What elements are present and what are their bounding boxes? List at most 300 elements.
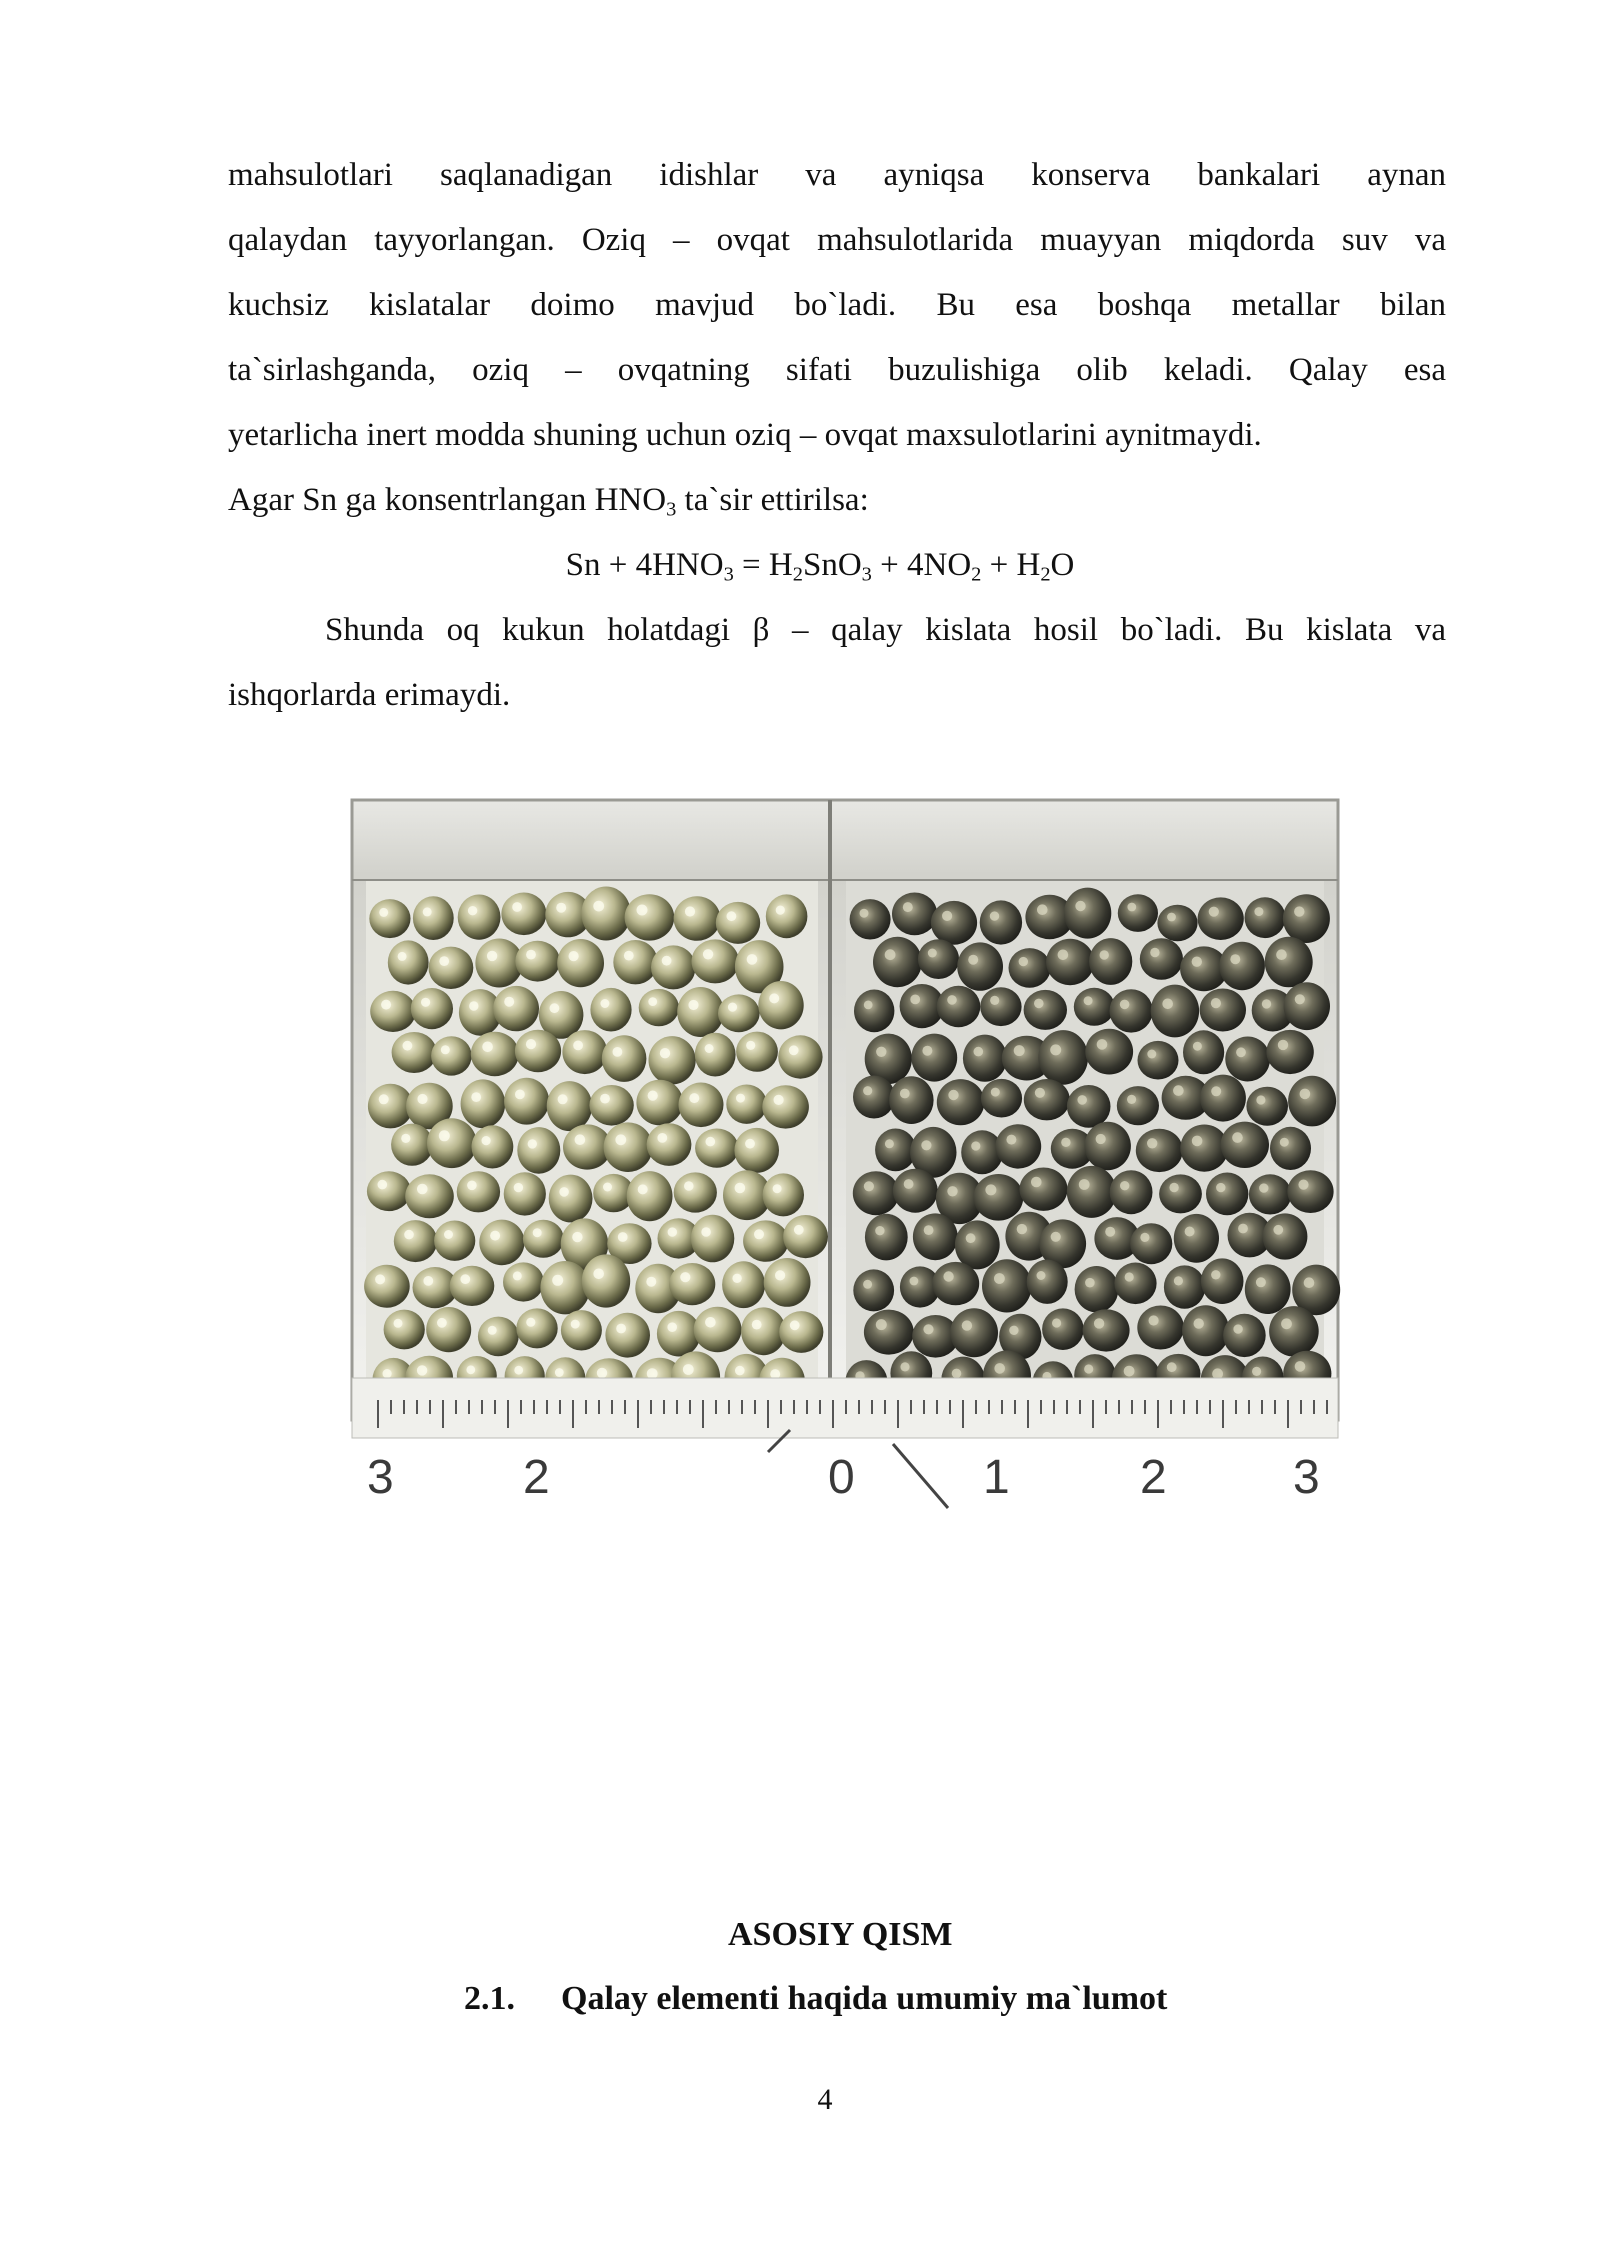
tin-granule [604, 1122, 653, 1172]
tin-granule [932, 1262, 979, 1305]
tin-granule [1075, 1266, 1119, 1312]
tin-granule [540, 1261, 590, 1314]
tin-granule [1042, 1308, 1084, 1350]
tin-granule [1024, 1079, 1070, 1120]
ruler-label: 0 [828, 1451, 855, 1504]
tin-granule [411, 988, 453, 1029]
paragraph-line: qalaydan tayyorlangan. Oziq – ovqat mahsulotlarida muayyan miqdorda suv va [228, 222, 1446, 258]
granule-highlight [1193, 1042, 1202, 1051]
granule-highlight [943, 1271, 953, 1281]
tin-granule [636, 1080, 683, 1126]
granule-highlight [401, 1134, 410, 1143]
tin-granule [955, 1220, 1000, 1269]
tin-granule [605, 1313, 650, 1358]
granule-highlight [776, 906, 785, 915]
granule-highlight [379, 908, 388, 917]
tin-granule [582, 1254, 630, 1307]
tin-granule [980, 987, 1021, 1026]
tin-granule [370, 991, 416, 1032]
tin-granule [1206, 1173, 1248, 1216]
granule-highlight [556, 903, 566, 913]
tin-granule [726, 1085, 767, 1124]
paragraph-line: Shunda oq kukun holatdagi β – qalay kislata hosil bo`ladi. Bu kislata va [325, 612, 1446, 648]
granule-highlight [1162, 999, 1173, 1010]
tin-granule [1183, 1030, 1224, 1074]
tin-granule [722, 1261, 765, 1308]
tin-granule [918, 939, 959, 979]
granule-highlight [966, 1233, 976, 1243]
granule-highlight [572, 1232, 582, 1242]
tin-granule [864, 1310, 914, 1355]
granule-highlight [1209, 907, 1219, 917]
tin-granule [695, 1129, 738, 1168]
tin-granule [911, 1034, 957, 1082]
granule-highlight [1127, 1095, 1136, 1104]
tin-granule [1265, 937, 1313, 988]
tin-granule [1219, 942, 1265, 990]
granule-highlight [613, 1047, 623, 1057]
granule-highlight [550, 1003, 560, 1013]
tin-granule [850, 899, 891, 939]
tin-granule [854, 990, 894, 1033]
granule-highlight [648, 1091, 658, 1101]
granule-highlight [667, 1322, 677, 1332]
granule-highlight [1037, 1271, 1046, 1280]
tin-granule [1085, 1122, 1131, 1170]
tin-granule [982, 1259, 1032, 1312]
tin-granule [1164, 1265, 1205, 1308]
granule-highlight [1211, 1086, 1221, 1096]
tin-granule [384, 1310, 425, 1350]
granule-highlight [394, 1319, 403, 1328]
granule-highlight [533, 1228, 542, 1237]
tin-granule [1085, 1029, 1133, 1075]
granule-highlight [600, 1094, 610, 1104]
tin-granule [1269, 1306, 1319, 1356]
tin-granule [974, 1174, 1024, 1221]
granule-highlight [616, 1324, 626, 1334]
granule-highlight [680, 1272, 690, 1282]
tin-granule [763, 1173, 804, 1216]
granule-highlight [968, 955, 978, 965]
tin-granule [504, 1172, 546, 1215]
granule-highlight [487, 951, 497, 961]
granule-highlight [985, 1184, 996, 1195]
granule-highlight [379, 1094, 389, 1104]
granule-highlight [1194, 1318, 1204, 1328]
tin-granule [1200, 989, 1246, 1032]
tin-granule [388, 940, 429, 984]
tin-granule [853, 1269, 894, 1311]
tin-granule [557, 939, 604, 987]
tin-granule [547, 1081, 592, 1131]
granule-highlight [1150, 948, 1159, 957]
granule-highlight [1120, 1000, 1130, 1010]
tin-granule [472, 1125, 514, 1168]
granule-highlight [683, 1364, 694, 1375]
tin-granule [889, 1076, 933, 1124]
granule-highlight [1061, 1138, 1070, 1147]
granule-highlight [971, 1141, 980, 1150]
granule-highlight [1276, 949, 1287, 960]
granule-highlight [383, 1369, 392, 1378]
tin-granule [1110, 989, 1153, 1032]
granule-highlight [439, 1130, 450, 1141]
granule-highlight [684, 1181, 694, 1191]
granule-highlight [900, 1089, 910, 1099]
granule-highlight [624, 951, 634, 961]
tin-granule [590, 988, 631, 1032]
tin-granule [1266, 1030, 1313, 1074]
tin-granule [649, 1036, 696, 1084]
granule-highlight [660, 1048, 670, 1058]
granule-highlight [417, 1184, 428, 1195]
granule-highlight [1147, 1138, 1157, 1148]
granule-highlight [1120, 1181, 1129, 1190]
granule-highlight [569, 951, 579, 961]
granule-highlight [746, 1041, 755, 1050]
tin-granule [504, 1078, 549, 1125]
tin-granule [1027, 1260, 1068, 1304]
tin-granule [950, 1308, 998, 1357]
tin-granule [589, 1085, 633, 1126]
granule-highlight [1281, 1318, 1292, 1329]
tin-granule [853, 1076, 895, 1119]
granule-highlight [467, 1181, 477, 1191]
granule-highlight [1052, 1318, 1061, 1327]
granule-highlight [942, 911, 952, 921]
granule-highlight [923, 1324, 933, 1334]
granule-highlight [1167, 1362, 1177, 1372]
granule-highlight [1147, 1050, 1156, 1059]
granule-highlight [928, 949, 937, 958]
granule-highlight [774, 1095, 784, 1105]
tin-granule [1067, 1166, 1117, 1218]
granule-highlight [790, 1320, 800, 1330]
tin-granule [734, 1128, 779, 1173]
tin-granule [718, 994, 760, 1032]
granule-highlight [466, 1365, 475, 1374]
granule-highlight [864, 1001, 873, 1010]
tin-granule [493, 986, 539, 1031]
tin-granule [691, 1215, 734, 1263]
granule-highlight [910, 1277, 919, 1286]
granule-highlight [647, 1368, 658, 1379]
tin-granule [392, 1032, 437, 1073]
tin-granule [1140, 938, 1183, 980]
granule-highlight [528, 1139, 537, 1148]
granule-highlight [421, 998, 430, 1007]
granule-highlight [1075, 901, 1085, 911]
tin-granule [766, 894, 808, 938]
granule-highlight [571, 1320, 580, 1329]
granule-highlight [1192, 957, 1202, 967]
tin-granule [434, 1221, 475, 1261]
granule-highlight [773, 1184, 782, 1193]
tin-granule [937, 986, 981, 1027]
tin-granule [893, 1169, 938, 1213]
granule-highlight [437, 1318, 447, 1328]
paragraph-line: kuchsiz kislatalar doimo mavjud bo`ladi. Bu esa boshqa metallar bilan [228, 287, 1446, 323]
tin-granule [367, 1171, 411, 1211]
tin-granule [873, 937, 922, 987]
granule-highlight [1185, 1227, 1195, 1237]
paragraph-line: ishqorlarda erimaydi. [228, 677, 511, 713]
granule-highlight [1216, 1183, 1225, 1192]
tin-granule [1200, 1075, 1246, 1122]
granule-highlight [732, 1274, 741, 1283]
tin-granule [677, 987, 724, 1037]
granule-highlight [1058, 950, 1069, 961]
granule-highlight [974, 1047, 984, 1057]
tin-granule [764, 1258, 811, 1307]
granule-highlight [1050, 1044, 1061, 1055]
granule-highlight [1294, 906, 1304, 916]
paragraph-beta-tin [228, 598, 1446, 728]
granule-highlight [1084, 996, 1093, 1005]
tin-granule [1110, 1170, 1153, 1214]
granule-highlight [404, 1230, 414, 1240]
tin-granule [1138, 1041, 1179, 1080]
tin-granule [957, 942, 1003, 990]
granule-highlight [1031, 1177, 1042, 1188]
granule-highlight [526, 950, 536, 960]
granule-highlight [701, 1227, 711, 1237]
granule-highlight [947, 1186, 957, 1196]
ruler-label: 1 [983, 1451, 1010, 1504]
granule-highlight [952, 1369, 962, 1379]
tin-granule [892, 893, 937, 936]
tin-granule [639, 989, 679, 1026]
granule-highlight [1295, 994, 1305, 1004]
tin-granule [1245, 897, 1286, 938]
granule-highlight [876, 1047, 886, 1057]
granule-highlight [482, 1042, 493, 1053]
granule-highlight [441, 1045, 450, 1054]
tin-granule [1198, 897, 1244, 940]
granule-highlight [994, 1363, 1005, 1374]
granule-highlight [705, 1044, 714, 1053]
tin-granule [995, 1124, 1041, 1168]
ruler-label: 2 [1140, 1451, 1167, 1504]
tin-granule [695, 1033, 736, 1077]
granule-highlight [990, 911, 999, 920]
granule-highlight [444, 1230, 453, 1239]
tin-granule [783, 1215, 828, 1258]
tin-granule [426, 1307, 471, 1352]
tin-granule [1249, 1174, 1291, 1214]
granule-highlight [526, 1039, 536, 1049]
tin-granule [758, 981, 803, 1029]
paragraph-line: yetarlicha inert modda shuning uchun oziq – ovqat maxsulotlarini aynitmaydi. [228, 417, 1262, 453]
granule-highlight [575, 1134, 586, 1145]
tin-granule [364, 1265, 410, 1308]
tin-granule [937, 1079, 985, 1125]
granule-highlight [910, 995, 920, 1005]
granule-highlight [417, 1365, 427, 1375]
granule-highlight [423, 1276, 433, 1286]
tin-granule [1159, 1174, 1202, 1213]
tin-granule [762, 1085, 809, 1128]
reaction-intro: Agar Sn ga konsentrlangan $HNO_3$ ta`sir ettirilsa: [228, 482, 869, 521]
granule-highlight [552, 1275, 563, 1286]
granule-highlight [994, 1273, 1005, 1284]
granule-highlight [471, 1092, 481, 1102]
tin-granule [913, 1213, 958, 1260]
tin-granule [679, 1083, 724, 1128]
tin-granules-illustration [338, 796, 1350, 1518]
tin-granule [674, 1172, 717, 1212]
granule-highlight [775, 1270, 785, 1280]
tin-granule [1136, 1129, 1183, 1172]
granule-highlight [876, 1319, 887, 1330]
granule-highlight [1211, 998, 1221, 1008]
tin-granule [694, 1307, 742, 1352]
granule-highlight [921, 1140, 931, 1150]
tin-granule [602, 1035, 647, 1082]
granule-highlight [637, 905, 648, 916]
tin-granule [471, 1032, 519, 1076]
granule-highlight [1174, 1276, 1183, 1285]
granule-highlight [403, 1041, 413, 1051]
granule-highlight [1127, 903, 1136, 912]
granule-highlight [488, 1326, 497, 1335]
tin-granule [716, 902, 760, 944]
granule-highlight [514, 1366, 523, 1375]
tin-granule [1117, 1086, 1159, 1125]
granule-highlight [1084, 1364, 1093, 1373]
tin-granule [1064, 888, 1111, 939]
tin-granule [1225, 1037, 1270, 1082]
granule-highlight [1085, 1278, 1095, 1288]
granule-highlight [1124, 1366, 1135, 1377]
granule-highlight [1006, 1135, 1016, 1145]
tin-granule [1038, 1030, 1088, 1085]
tin-granule [1083, 1309, 1130, 1351]
tin-granule [1174, 1214, 1219, 1263]
tin-granule [1130, 1223, 1172, 1264]
tin-granule [457, 1171, 500, 1212]
tin-granule [1284, 982, 1330, 1030]
granule-highlight [860, 909, 869, 918]
granule-highlight [1300, 1089, 1311, 1100]
granule-highlight [728, 1003, 737, 1012]
granule-highlight [1256, 1095, 1265, 1104]
tin-granule [1283, 894, 1330, 943]
tin-granule [1223, 1314, 1266, 1357]
granule-highlight [1019, 957, 1028, 966]
granule-highlight [754, 1229, 764, 1239]
granule-highlight [689, 1093, 699, 1103]
granule-highlight [1280, 1138, 1289, 1147]
tin-granule [450, 1266, 495, 1306]
granule-highlight [1254, 907, 1263, 916]
granule-highlight [904, 1179, 914, 1189]
granule-highlight [648, 997, 657, 1006]
page-number: 4 [817, 2083, 833, 2116]
granule-highlight [1125, 1272, 1134, 1281]
granule-highlight [1034, 999, 1044, 1009]
tin-granule [674, 896, 721, 941]
granule-highlight [1304, 1277, 1315, 1288]
paragraph-line: ta`sirlashganda, oziq – ovqatning sifati buzulishiga olib keladi. Qalay esa [228, 352, 1446, 388]
tin-granule [391, 1124, 433, 1166]
tin-granule [963, 1035, 1007, 1082]
granule-highlight [593, 1269, 604, 1280]
granule-highlight [794, 1225, 804, 1235]
granule-highlight [668, 1227, 677, 1236]
tin-granule [1245, 1264, 1291, 1314]
tin-granule [427, 1118, 477, 1168]
granule-highlight [1278, 1040, 1288, 1050]
granule-highlight [688, 1000, 698, 1010]
granule-highlight [469, 1001, 478, 1010]
granule-highlight [789, 1045, 799, 1055]
tin-granule [1020, 1168, 1068, 1211]
tin-granule [516, 1308, 557, 1348]
tin-granule [692, 939, 739, 983]
granule-highlight [1079, 1179, 1090, 1190]
tin-granule [853, 1171, 899, 1215]
tin-granule [778, 1035, 822, 1078]
granule-highlight [618, 1232, 628, 1242]
tin-granule [647, 1123, 692, 1166]
granule-highlight [991, 1088, 1000, 1097]
tin-granule [429, 947, 474, 989]
granule-highlight [398, 952, 407, 961]
granule-highlight [1169, 1183, 1178, 1192]
section-subtitle: Qalay elementi haqida umumiy ma`lumot [561, 1980, 1168, 2017]
tin-granule [980, 900, 1022, 944]
granule-highlight [962, 1320, 972, 1330]
granule-highlight [526, 1318, 535, 1327]
tin-granule [501, 893, 546, 936]
granule-highlight [1230, 954, 1240, 964]
granule-highlight [468, 906, 477, 915]
granule-highlight [423, 907, 432, 916]
granule-highlight [646, 1277, 656, 1287]
granule-highlight [922, 1046, 932, 1056]
paragraph-line: mahsulotlari saqlanadigan idishlar va ayniqsa konserva bankalari aynan [228, 157, 1446, 193]
granule-highlight [513, 1271, 522, 1280]
tin-granule [1009, 948, 1051, 988]
tin-granule [613, 940, 657, 984]
granule-highlight [900, 1362, 909, 1371]
tin-granule [478, 1317, 519, 1357]
granule-highlight [703, 949, 713, 959]
tin-granule [657, 1311, 701, 1357]
granule-highlight [1298, 1180, 1308, 1190]
granule-highlight [1051, 1232, 1061, 1242]
granule-highlight [875, 1226, 884, 1235]
granule-highlight [1262, 999, 1271, 1008]
tin-granule [779, 1311, 823, 1353]
granule-highlight [924, 1225, 934, 1235]
tin-granule [369, 899, 410, 938]
tin-granule [515, 1030, 561, 1072]
tin-granule [875, 1129, 916, 1172]
tin-granule [743, 1220, 788, 1261]
granule-highlight [747, 954, 758, 965]
granule-highlight [1009, 1326, 1018, 1335]
granule-highlight [1140, 1233, 1149, 1242]
tin-granule [515, 941, 560, 982]
granule-highlight [990, 996, 999, 1005]
tin-granule [1246, 1087, 1288, 1126]
tin-granule [1151, 985, 1199, 1038]
tin-granule [1067, 1085, 1111, 1128]
granule-highlight [504, 997, 514, 1007]
